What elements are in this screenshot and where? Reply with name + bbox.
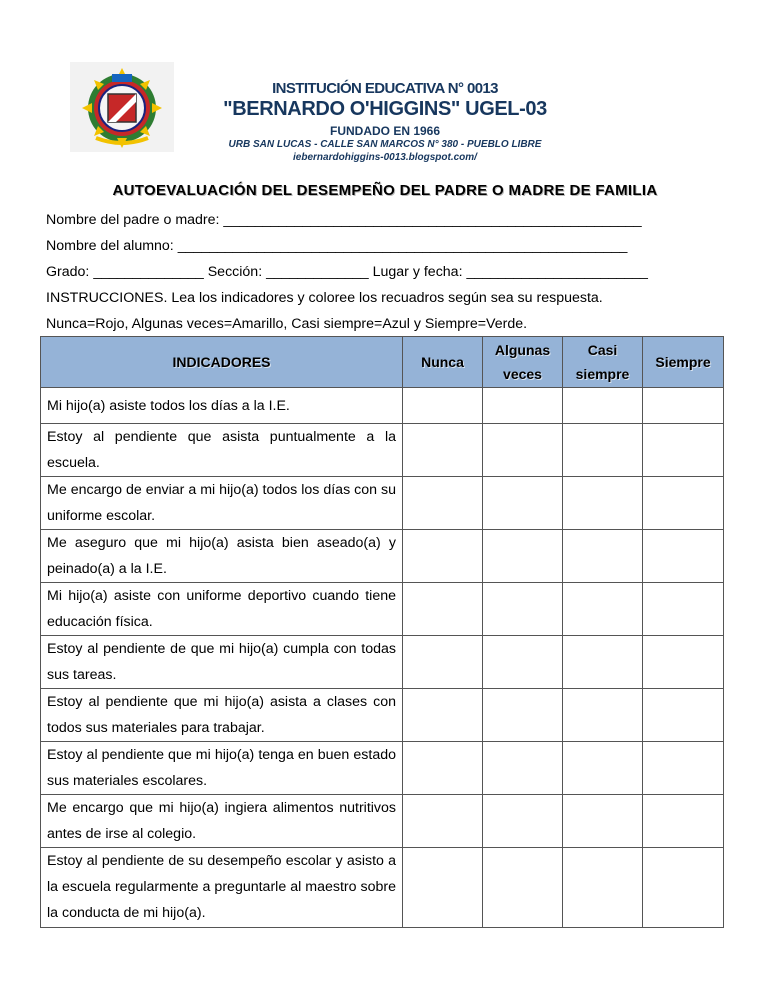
school-name-line: INSTITUCIÓN EDUCATIVA N° 0013: [272, 80, 498, 97]
table-row: [41, 388, 724, 424]
column-header-siempre: Siempre: [643, 337, 724, 388]
indicator-text: Estoy al pendiente de que mi hijo(a) cumpla con todas sus tareas.: [41, 636, 403, 689]
answer-box-algunas-veces[interactable]: [483, 583, 563, 636]
answer-box-siempre[interactable]: [643, 848, 724, 928]
answer-box-nunca[interactable]: [403, 689, 483, 742]
school-address: URB SAN LUCAS - CALLE SAN MARCOS N° 380 - PUEBLO LIBRE: [228, 139, 542, 150]
indicator-text: Me aseguro que mi hijo(a) asista bien aseado(a) y peinado(a) a la I.E.: [41, 530, 403, 583]
instructions-text: INSTRUCCIONES. Lea los indicadores y coloree los recuadros según sea su respuesta.: [46, 290, 603, 306]
answer-box-casi-siempre[interactable]: [563, 583, 643, 636]
table-row: [41, 583, 724, 636]
answer-box-casi-siempre[interactable]: [563, 848, 643, 928]
color-legend-text: Nunca=Rojo, Algunas veces=Amarillo, Casi siempre=Azul y Siempre=Verde.: [46, 316, 528, 332]
parent-name-field[interactable]: Nombre del padre o madre: _____________________________________________________: [46, 212, 642, 228]
answer-box-nunca[interactable]: [403, 795, 483, 848]
answer-box-algunas-veces[interactable]: [483, 424, 563, 477]
school-title: "BERNARDO O'HIGGINS" UGEL-03: [223, 98, 547, 120]
answer-box-siempre[interactable]: [643, 742, 724, 795]
indicator-text: Me encargo de enviar a mi hijo(a) todos los días con su uniforme escolar.: [41, 477, 403, 530]
table-row: [41, 848, 724, 928]
answer-box-casi-siempre[interactable]: [563, 477, 643, 530]
answer-box-nunca[interactable]: [403, 583, 483, 636]
answer-box-algunas-veces[interactable]: [483, 795, 563, 848]
table-row: [41, 477, 724, 530]
table-row: [41, 689, 724, 742]
answer-box-casi-siempre[interactable]: [563, 795, 643, 848]
column-header-casi-siempre: Casi siempre: [563, 337, 643, 388]
answer-box-casi-siempre[interactable]: [563, 530, 643, 583]
answer-box-siempre[interactable]: [643, 424, 724, 477]
answer-box-nunca[interactable]: [403, 848, 483, 928]
table-row: [41, 636, 724, 689]
table-row: [41, 530, 724, 583]
column-header-nunca: Nunca: [403, 337, 483, 388]
answer-box-siempre[interactable]: [643, 388, 724, 424]
answer-box-nunca[interactable]: [403, 477, 483, 530]
document-title: AUTOEVALUACIÓN DEL DESEMPEÑO DEL PADRE O MADRE DE FAMILIA: [112, 182, 658, 199]
school-blog-url: iebernardohiggins-0013.blogspot.com/: [293, 152, 477, 163]
answer-box-nunca[interactable]: [403, 636, 483, 689]
table-row: [41, 795, 724, 848]
answer-box-siempre[interactable]: [643, 689, 724, 742]
answer-box-algunas-veces[interactable]: [483, 689, 563, 742]
answer-box-algunas-veces[interactable]: [483, 530, 563, 583]
answer-box-siempre[interactable]: [643, 477, 724, 530]
answer-box-nunca[interactable]: [403, 742, 483, 795]
table-row: [41, 424, 724, 477]
indicator-text: Estoy al pendiente de su desempeño escolar y asisto a la escuela regularmente a preguntarle al maestro sobre la conducta de mi hijo(a).: [41, 848, 403, 928]
answer-box-casi-siempre[interactable]: [563, 424, 643, 477]
answer-box-siempre[interactable]: [643, 583, 724, 636]
indicator-text: Estoy al pendiente que asista puntualmente a la escuela.: [41, 424, 403, 477]
indicator-text: Me encargo que mi hijo(a) ingiera alimentos nutritivos antes de irse al colegio.: [41, 795, 403, 848]
column-header-algunas-veces: Algunas veces: [483, 337, 563, 388]
answer-box-casi-siempre[interactable]: [563, 636, 643, 689]
answer-box-siempre[interactable]: [643, 636, 724, 689]
answer-box-casi-siempre[interactable]: [563, 388, 643, 424]
answer-box-nunca[interactable]: [403, 388, 483, 424]
grade-section-date-field[interactable]: Grado: ______________ Sección: _____________ Lugar y fecha: _______________________: [46, 264, 648, 280]
answer-box-algunas-veces[interactable]: [483, 477, 563, 530]
indicator-text: Mi hijo(a) asiste con uniforme deportivo cuando tiene educación física.: [41, 583, 403, 636]
founded-year: FUNDADO EN 1966: [329, 124, 441, 138]
table-row: [41, 742, 724, 795]
answer-box-algunas-veces[interactable]: [483, 848, 563, 928]
answer-box-algunas-veces[interactable]: [483, 388, 563, 424]
answer-box-algunas-veces[interactable]: [483, 742, 563, 795]
answer-box-nunca[interactable]: [403, 424, 483, 477]
answer-box-algunas-veces[interactable]: [483, 636, 563, 689]
column-header-indicadores: INDICADORES: [41, 337, 403, 388]
answer-box-casi-siempre[interactable]: [563, 689, 643, 742]
indicator-text: Estoy al pendiente que mi hijo(a) asista a clases con todos sus materiales para trabajar.: [41, 689, 403, 742]
indicators-table: [40, 336, 724, 928]
answer-box-siempre[interactable]: [643, 530, 724, 583]
answer-box-nunca[interactable]: [403, 530, 483, 583]
table-header-row: [41, 337, 724, 388]
indicator-text: Estoy al pendiente que mi hijo(a) tenga en buen estado sus materiales escolares.: [41, 742, 403, 795]
student-name-field[interactable]: Nombre del alumno: _________________________________________________________: [46, 238, 628, 254]
answer-box-casi-siempre[interactable]: [563, 742, 643, 795]
school-crest-logo: [70, 62, 174, 152]
answer-box-siempre[interactable]: [643, 795, 724, 848]
indicator-text: Mi hijo(a) asiste todos los días a la I.E.: [41, 388, 403, 424]
